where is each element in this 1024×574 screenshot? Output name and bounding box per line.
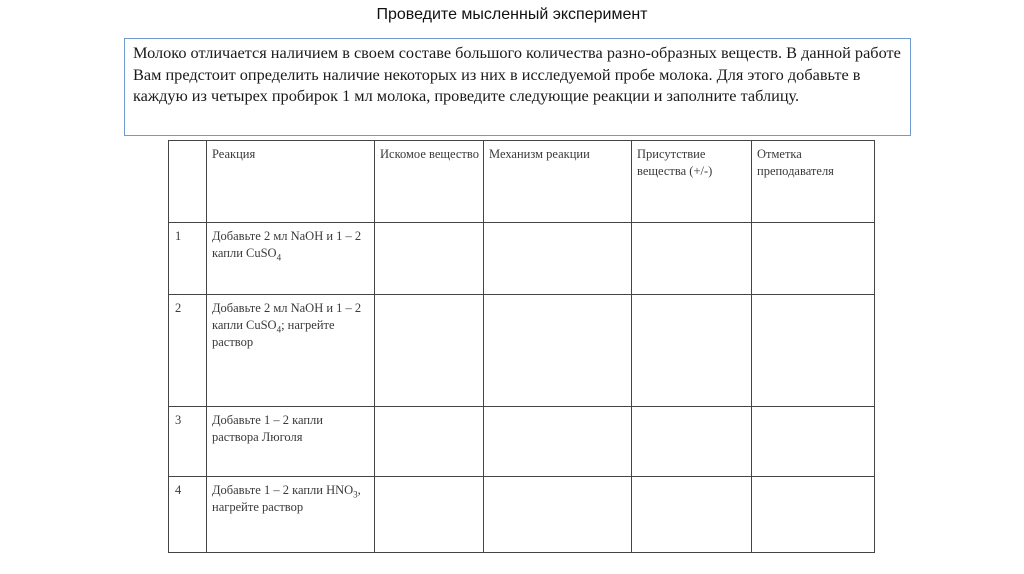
header-number	[169, 141, 207, 223]
reaction-cell	[207, 477, 375, 553]
table-row	[169, 295, 875, 407]
presence-cell[interactable]	[632, 477, 752, 553]
header-presence: Присутствие вещества (+/-)	[632, 141, 752, 223]
reaction-text-tail: , нагрейте раствор	[212, 483, 361, 514]
row-number: 1	[169, 223, 207, 295]
teacher-mark-cell[interactable]	[752, 477, 875, 553]
mechanism-cell[interactable]	[484, 295, 632, 407]
reaction-subscript: 3	[353, 489, 358, 500]
teacher-mark-cell[interactable]	[752, 295, 875, 407]
mechanism-cell[interactable]	[484, 223, 632, 295]
reaction-text: Добавьте 2 мл NaOH и 1 – 2 капли CuSO	[212, 229, 362, 260]
mechanism-cell[interactable]	[484, 407, 632, 477]
reaction-text-tail: ; нагрейте раствор	[212, 318, 335, 349]
reaction-subscript: 4	[276, 252, 282, 263]
reaction-cell	[207, 295, 375, 407]
slide-title: Проведите мысленный эксперимент	[376, 6, 648, 23]
row-number: 3	[169, 407, 207, 477]
header-teacher-mark: Отметка преподавателя	[752, 141, 875, 223]
substance-cell[interactable]	[375, 477, 484, 553]
task-description-text: Молоко отличается наличием в своем составе большого количества разно-образных веществ. В данной работе Вам предстоит определить наличие некоторых из них в исследуемой пробе молока. Для этого добавьте в каждую из четырех пробирок 1 мл молока, проведите следующие реакции и заполните таблицу.	[133, 43, 901, 105]
reaction-cell	[207, 407, 375, 477]
mechanism-cell[interactable]	[484, 477, 632, 553]
substance-cell[interactable]	[375, 407, 484, 477]
reactions-table-container	[168, 140, 874, 552]
table-row	[169, 223, 875, 295]
row-number: 4	[169, 477, 207, 553]
reaction-cell	[207, 223, 375, 295]
reaction-text: Добавьте 1 – 2 капли раствора Люголя	[212, 413, 323, 444]
table-header-row	[169, 141, 875, 223]
header-substance: Искомое вещество	[375, 141, 484, 223]
reaction-text: Добавьте 2 мл NaOH и 1 – 2 капли CuSO	[212, 301, 362, 332]
reactions-table	[168, 140, 875, 553]
table-row	[169, 407, 875, 477]
substance-cell[interactable]	[375, 223, 484, 295]
header-mechanism: Механизм реакции	[484, 141, 632, 223]
row-number: 2	[169, 295, 207, 407]
presence-cell[interactable]	[632, 295, 752, 407]
table-row	[169, 477, 875, 553]
task-description-box	[124, 38, 911, 136]
reaction-text: Добавьте 1 – 2 капли HNO	[212, 483, 354, 497]
teacher-mark-cell[interactable]	[752, 223, 875, 295]
header-reaction: Реакция	[207, 141, 375, 223]
substance-cell[interactable]	[375, 295, 484, 407]
reaction-subscript: 4	[276, 324, 282, 335]
teacher-mark-cell[interactable]	[752, 407, 875, 477]
presence-cell[interactable]	[632, 407, 752, 477]
presence-cell[interactable]	[632, 223, 752, 295]
